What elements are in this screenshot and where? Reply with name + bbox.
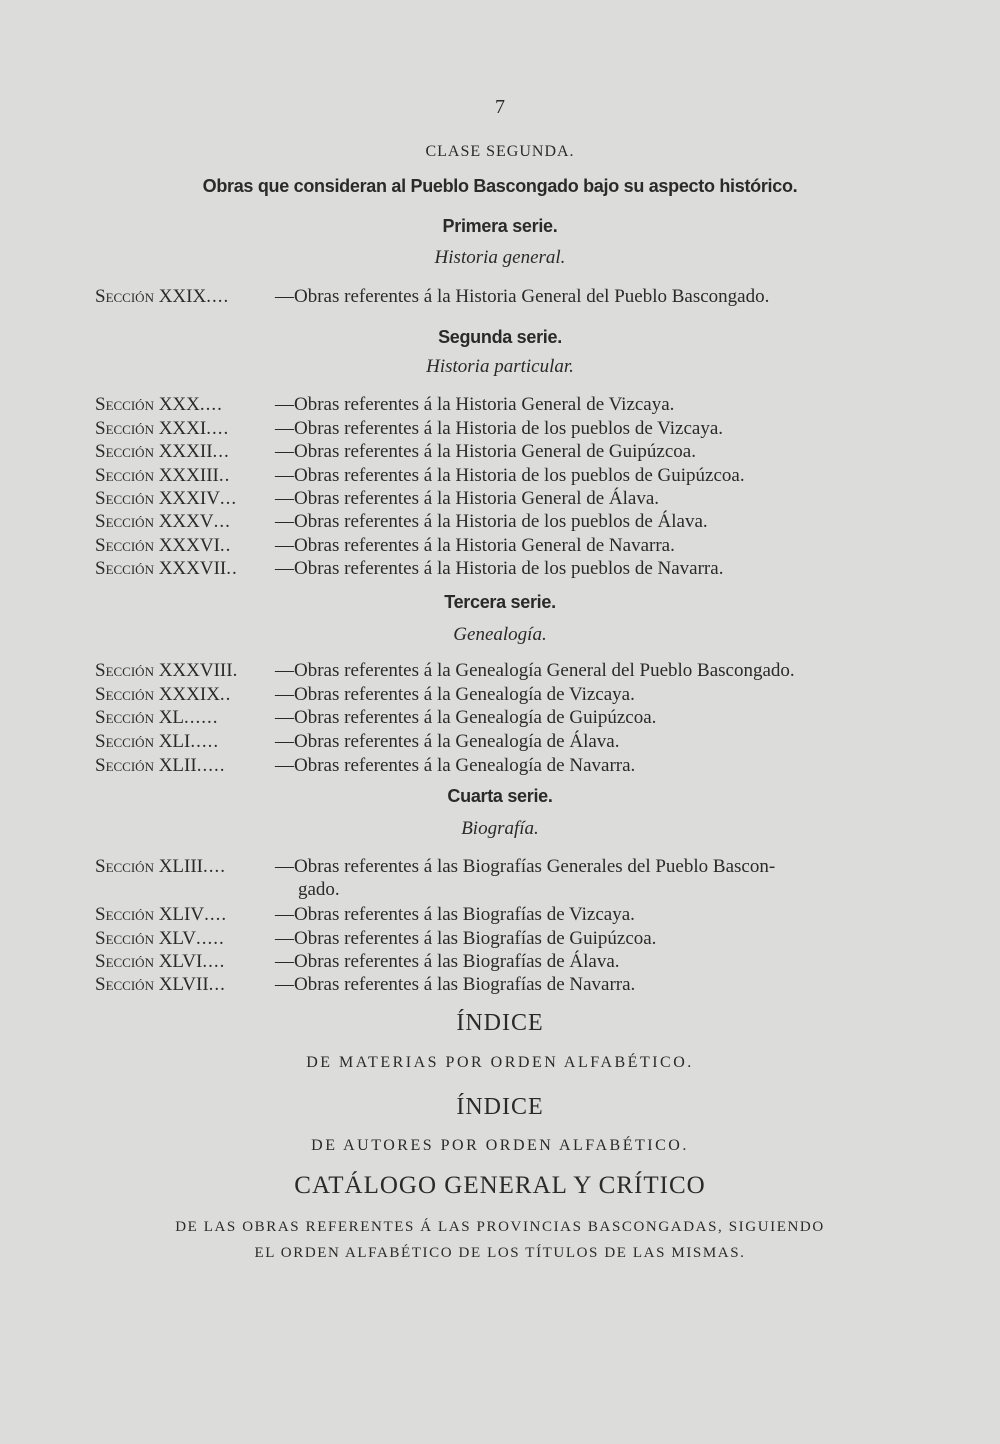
section-text-continuation: gado. (298, 879, 340, 900)
clase-description: Obras que consideran al Pueblo Bascongado bajo su aspecto histórico. (202, 176, 798, 196)
section-row (95, 535, 675, 557)
leader-dots: ..... (196, 755, 226, 776)
indice-autores-title: ÍNDICE (456, 1094, 544, 1120)
section-row (95, 394, 674, 416)
indice-materias-subtitle: DE MATERIAS POR ORDEN ALFABÉTICO. (306, 1054, 694, 1071)
catalogo-subtitle-line1: DE LAS OBRAS REFERENTES Á LAS PROVINCIAS BASCONGADAS, SIGUIENDO (175, 1219, 825, 1235)
series-title: Tercera serie. (444, 592, 556, 612)
section-row (95, 755, 635, 777)
section-row (95, 707, 656, 729)
section-text: —Obras referentes á la Historia de los pueblos de Guipúzcoa. (275, 465, 745, 486)
section-text: —Obras referentes á la Genealogía General del Pueblo Bascongado. (275, 660, 795, 681)
section-label: Sección XXXI (95, 418, 207, 439)
section-text: —Obras referentes á la Historia General del Pueblo Bascongado. (275, 286, 770, 307)
indice-materias-title: ÍNDICE (456, 1010, 544, 1036)
leader-dots: .... (202, 951, 226, 972)
leader-dots: ..... (190, 731, 220, 752)
section-text: —Obras referentes á la Historia de los pueblos de Álava. (275, 511, 708, 532)
leader-dots: .. (218, 465, 231, 486)
section-row (95, 660, 795, 682)
leader-dots: .... (203, 856, 227, 877)
section-label: Sección XXXIX (95, 684, 220, 705)
catalogo-subtitle-line2: EL ORDEN ALFABÉTICO DE LOS TÍTULOS DE LAS MISMAS. (254, 1245, 746, 1261)
section-label: Sección XXX (95, 394, 200, 415)
leader-dots: . (232, 660, 239, 681)
section-row (95, 441, 696, 463)
section-label: Sección XLII (95, 755, 197, 776)
section-row (95, 731, 619, 753)
section-label: Sección XLIII (95, 856, 204, 877)
catalogo-title: CATÁLOGO GENERAL Y CRÍTICO (294, 1172, 706, 1199)
section-text: —Obras referentes á la Historia General de Álava. (275, 488, 660, 509)
section-label: Sección XXXVII (95, 558, 227, 579)
series-title: Segunda serie. (438, 327, 562, 347)
page-number: 7 (495, 96, 505, 118)
series-subtitle: Biografía. (461, 818, 539, 839)
series-subtitle: Genealogía. (453, 624, 547, 645)
leader-dots: ... (208, 974, 226, 995)
section-label: Sección XLIV (95, 904, 205, 925)
section-row (95, 856, 775, 878)
section-label: Sección XXXVI (95, 535, 220, 556)
section-label: Sección XXXVIII (95, 660, 233, 681)
section-label: Sección XXIX (95, 286, 207, 307)
section-text: —Obras referentes á la Historia General de Vizcaya. (275, 394, 675, 415)
leader-dots: .. (219, 535, 232, 556)
leader-dots: ... (219, 488, 238, 509)
leader-dots: ... (212, 441, 230, 462)
section-row (95, 465, 745, 487)
section-row (95, 511, 708, 533)
section-row (95, 974, 635, 996)
series-subtitle: Historia particular. (426, 356, 574, 377)
indice-autores-subtitle: DE AUTORES POR ORDEN ALFABÉTICO. (311, 1137, 689, 1154)
leader-dots: .. (226, 558, 238, 579)
section-label: Sección XXXV (95, 511, 214, 532)
section-label: Sección XLVI (95, 951, 203, 972)
section-row (95, 904, 635, 926)
section-text: —Obras referentes á la Genealogía de Álava. (275, 731, 620, 752)
series-title: Cuarta serie. (447, 786, 553, 806)
section-label: Sección XL (95, 707, 185, 728)
section-label: Sección XLV (95, 928, 197, 949)
section-text: —Obras referentes á las Biografías de Vizcaya. (275, 904, 635, 925)
leader-dots: .... (206, 418, 230, 439)
section-row (95, 286, 769, 308)
leader-dots: .... (204, 904, 228, 925)
leader-dots: ...... (184, 707, 219, 728)
section-label: Sección XLVII (95, 974, 209, 995)
section-text: —Obras referentes á la Genealogía de Vizcaya. (275, 684, 635, 705)
section-row (95, 928, 656, 950)
section-label: Sección XLI (95, 731, 191, 752)
leader-dots: .. (219, 684, 232, 705)
leader-dots: ..... (196, 928, 225, 949)
clase-heading: CLASE SEGUNDA. (425, 143, 575, 160)
section-text: —Obras referentes á la Historia de los pueblos de Vizcaya. (275, 418, 724, 439)
section-row (95, 684, 635, 706)
leader-dots: .... (199, 394, 223, 415)
section-row (95, 558, 723, 580)
section-label: Sección XXXII (95, 441, 213, 462)
section-label: Sección XXXIII (95, 465, 219, 486)
section-text: —Obras referentes á la Genealogía de Navarra. (275, 755, 636, 776)
section-row (95, 418, 723, 440)
series-subtitle: Historia general. (434, 247, 566, 268)
section-text: —Obras referentes á la Historia General de Navarra. (275, 535, 675, 556)
section-label: Sección XXXIV (95, 488, 220, 509)
section-text: —Obras referentes á la Historia de los pueblos de Navarra. (275, 558, 724, 579)
section-text: —Obras referentes á las Biografías de Guipúzcoa. (275, 928, 657, 949)
section-text: —Obras referentes á la Historia General de Guipúzcoa. (275, 441, 696, 462)
section-row (95, 488, 659, 510)
series-title: Primera serie. (442, 216, 558, 236)
section-text: —Obras referentes á las Biografías Generales del Pueblo Bascon- (275, 856, 776, 877)
section-text: —Obras referentes á las Biografías de Álava. (275, 951, 620, 972)
leader-dots: .... (206, 286, 230, 307)
leader-dots: ... (213, 511, 231, 532)
section-row (95, 951, 620, 973)
section-text: —Obras referentes á la Genealogía de Guipúzcoa. (275, 707, 657, 728)
section-text: —Obras referentes á las Biografías de Navarra. (275, 974, 636, 995)
